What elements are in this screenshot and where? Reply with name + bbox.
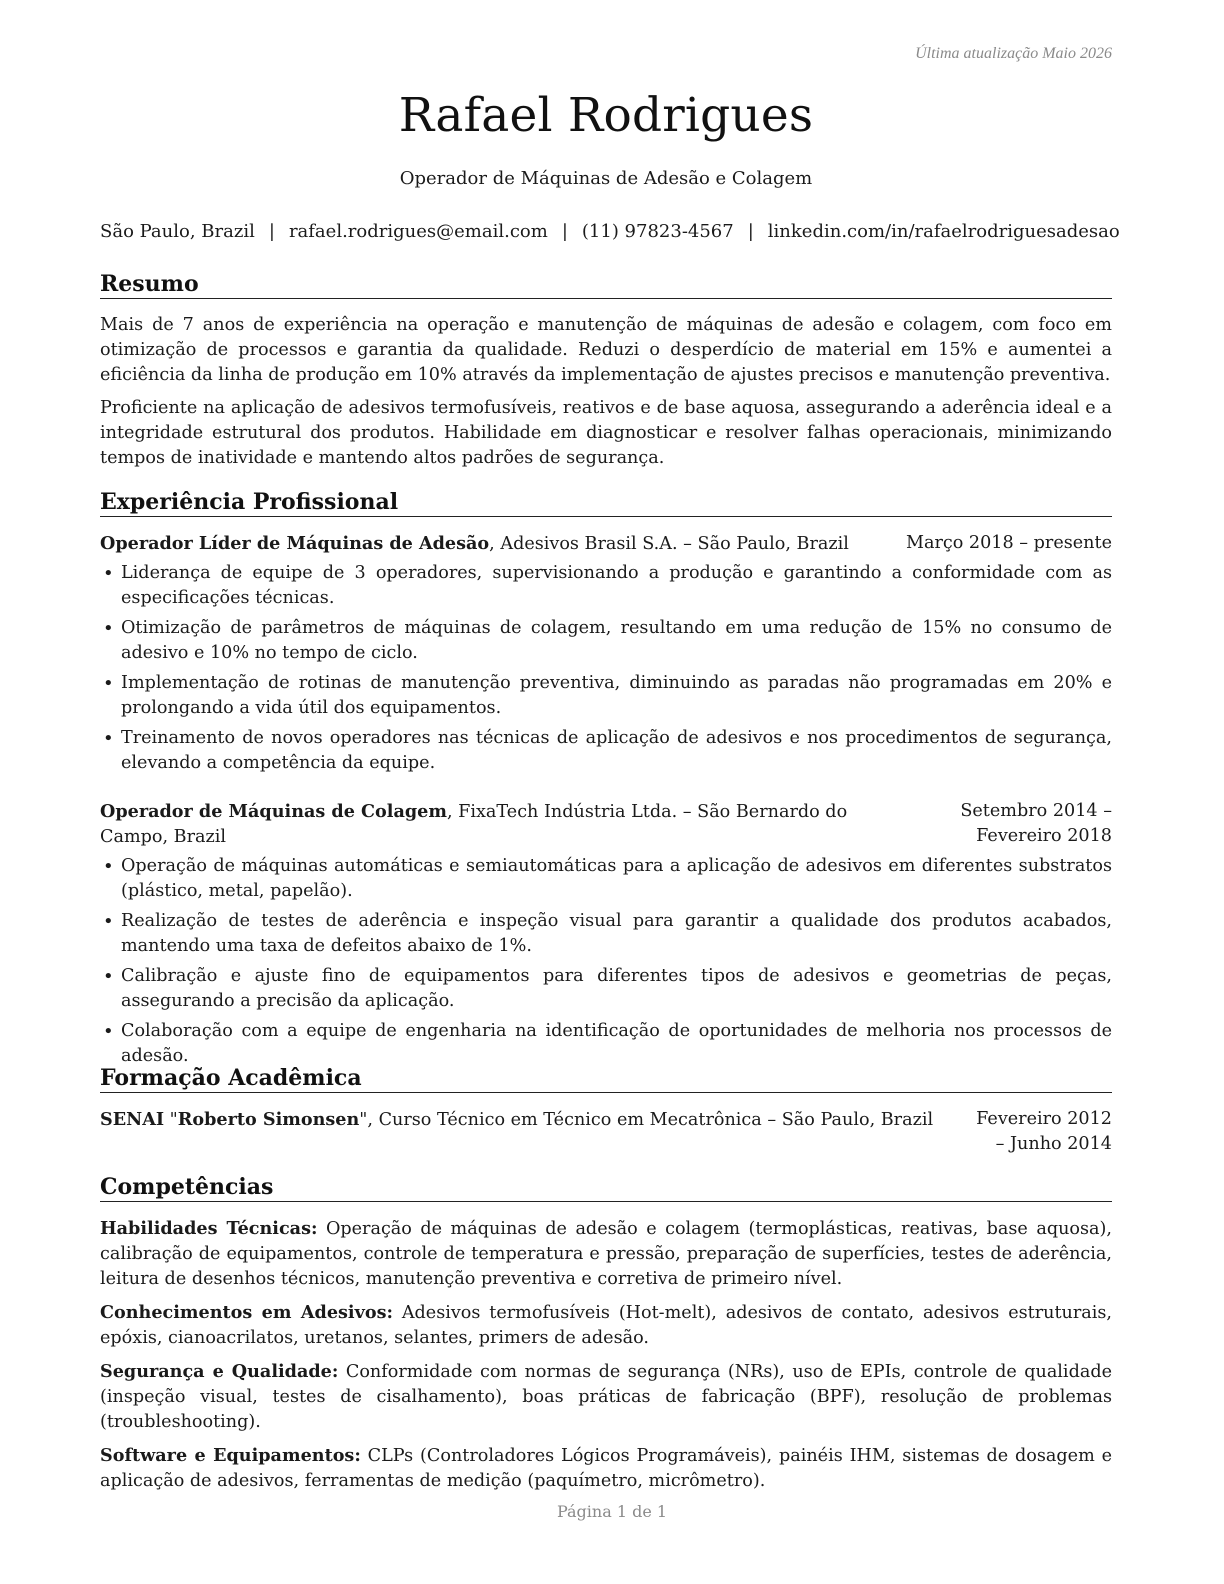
- skill-label: Conhecimentos em Adesivos:: [100, 1302, 393, 1323]
- skill-label: Habilidades Técnicas:: [100, 1218, 318, 1239]
- education-section: [100, 1065, 1112, 1157]
- phone: (11) 97823-4567: [581, 221, 734, 242]
- experience-section: [100, 489, 1112, 1074]
- course: , Curso Técnico em Técnico em Mecatrônica – São Paulo, Brazil: [367, 1110, 934, 1130]
- skill-item: [100, 1359, 1112, 1435]
- school-name: Roberto Simonsen: [177, 1109, 360, 1130]
- education-dates: Fevereiro 2012 – Junho 2014: [976, 1109, 1112, 1154]
- skill-item: [100, 1300, 1112, 1351]
- skill-item: [100, 1443, 1112, 1494]
- headline: Operador de Máquinas de Adesão e Colagem: [399, 168, 813, 189]
- list-item: • Calibração e ajuste fino de equipamentos para diferentes tipos de adesivos e geometrias de peças, assegurando a precisão da aplicação.: [100, 964, 1112, 1014]
- location: São Paulo, Brazil: [100, 221, 255, 242]
- linkedin-link[interactable]: linkedin.com/in/rafaelrodriguesadesao: [767, 221, 1120, 242]
- section-title: Competências: [100, 1174, 1112, 1202]
- page-number: Página 1 de 1: [556, 1502, 668, 1521]
- skill-item: [100, 1216, 1112, 1292]
- section-title: Formação Acadêmica: [100, 1065, 1112, 1093]
- list-item: • Realização de testes de aderência e inspeção visual para garantir a qualidade dos produtos acabados, mantendo uma taxa de defeitos abaixo de 1%.: [100, 909, 1112, 959]
- email-link[interactable]: rafael.rodrigues@email.com: [288, 221, 548, 242]
- skills-section: [100, 1174, 1112, 1494]
- job-dates: Setembro 2014 – Fevereiro 2018: [960, 801, 1112, 846]
- skill-text: CLPs (Controladores Lógicos Programáveis), painéis IHM, sistemas de dosagem e aplicação de adesivos, ferramentas de medição (paquímetro, micrômetro).: [100, 1446, 1112, 1491]
- list-item: • Liderança de equipe de 3 operadores, supervisionando a produção e garantindo a conformidade com as especificações técnicas.: [100, 561, 1112, 611]
- job-bullets: [100, 854, 1112, 1069]
- job-entry: [100, 799, 1112, 1069]
- list-item: • Implementação de rotinas de manutenção preventiva, diminuindo as paradas não programadas em 20% e prolongando a vida útil dos equipamentos.: [100, 671, 1112, 721]
- skill-text: Conformidade com normas de segurança (NRs), uso de EPIs, controle de qualidade (inspeção visual, testes de cisalhamento), boas práticas de fabricação (BPF), resolução de problemas (troubleshooting).: [100, 1362, 1112, 1432]
- job-role: Operador de Máquinas de Colagem: [100, 801, 447, 822]
- education-entry: SENAI "Roberto Simonsen", Curso Técnico em Técnico em Mecatrônica – São Paulo, Brazil Fevereiro 2012 – Junho 2014: [100, 1107, 1112, 1157]
- section-title: Resumo: [100, 271, 1112, 299]
- summary-section: [100, 271, 1112, 471]
- list-item: • Operação de máquinas automáticas e semiautomáticas para a aplicação de adesivos em diferentes substratos (plástico, metal, papelão).: [100, 854, 1112, 904]
- separator: |: [268, 221, 275, 242]
- section-title: Experiência Profissional: [100, 489, 1112, 517]
- summary-paragraph: Proficiente na aplicação de adesivos termofusíveis, reativos e de base aquosa, assegurando a aderência ideal e a integridade estrutural dos produtos. Habilidade em diagnosticar e resolver falhas operacionais, minimizando tempos de inatividade e mantendo altos padrões de segurança.: [100, 398, 1112, 468]
- school-name-prefix: SENAI: [100, 1109, 165, 1130]
- job-entry: [100, 531, 1112, 776]
- skill-text: Operação de máquinas de adesão e colagem (termoplásticas, reativas, base aquosa), calibração de equipamentos, controle de temperatura e pressão, preparação de superfícies, testes de aderência, leitura de desenhos técnicos, manutenção preventiva e corretiva de primeiro nível.: [100, 1219, 1112, 1289]
- skill-label: Software e Equipamentos:: [100, 1445, 361, 1466]
- skill-text: Adesivos termofusíveis (Hot-melt), adesivos de contato, adesivos estruturais, epóxis, cianoacrilatos, uretanos, selantes, primers de adesão.: [100, 1303, 1112, 1348]
- list-item: • Treinamento de novos operadores nas técnicas de aplicação de adesivos e nos procedimentos de segurança, elevando a competência da equipe.: [100, 726, 1112, 776]
- job-org: , FixaTech Indústria Ltda. – São Bernardo do Campo, Brazil: [100, 802, 848, 847]
- candidate-name: Rafael Rodrigues: [398, 88, 814, 143]
- separator: |: [561, 221, 568, 242]
- last-updated: Última atualização Maio 2026: [915, 45, 1112, 62]
- list-item: • Otimização de parâmetros de máquinas de colagem, resultando em uma redução de 15% no consumo de adesivo e 10% no tempo de ciclo.: [100, 616, 1112, 666]
- skill-label: Segurança e Qualidade:: [100, 1361, 339, 1382]
- job-header: [100, 799, 1112, 850]
- job-org: , Adesivos Brasil S.A. – São Paulo, Brazil: [489, 534, 849, 554]
- job-header: [100, 531, 1112, 557]
- summary-paragraph: Mais de 7 anos de experiência na operação e manutenção de máquinas de adesão e colagem, com foco em otimização de processos e garantia da qualidade. Reduzi o desperdício de material em 15% e aumentei a eficiência da linha de produção em 10% através da implementação de ajustes precisos e manutenção preventiva.: [100, 315, 1112, 385]
- list-item: • Colaboração com a equipe de engenharia na identificação de oportunidades de melhoria nos processos de adesão.: [100, 1019, 1112, 1069]
- separator: |: [747, 221, 754, 242]
- contact-line: [100, 221, 1120, 242]
- job-dates: Março 2018 – presente: [905, 533, 1112, 553]
- job-bullets: [100, 561, 1112, 776]
- job-role: Operador Líder de Máquinas de Adesão: [100, 533, 490, 554]
